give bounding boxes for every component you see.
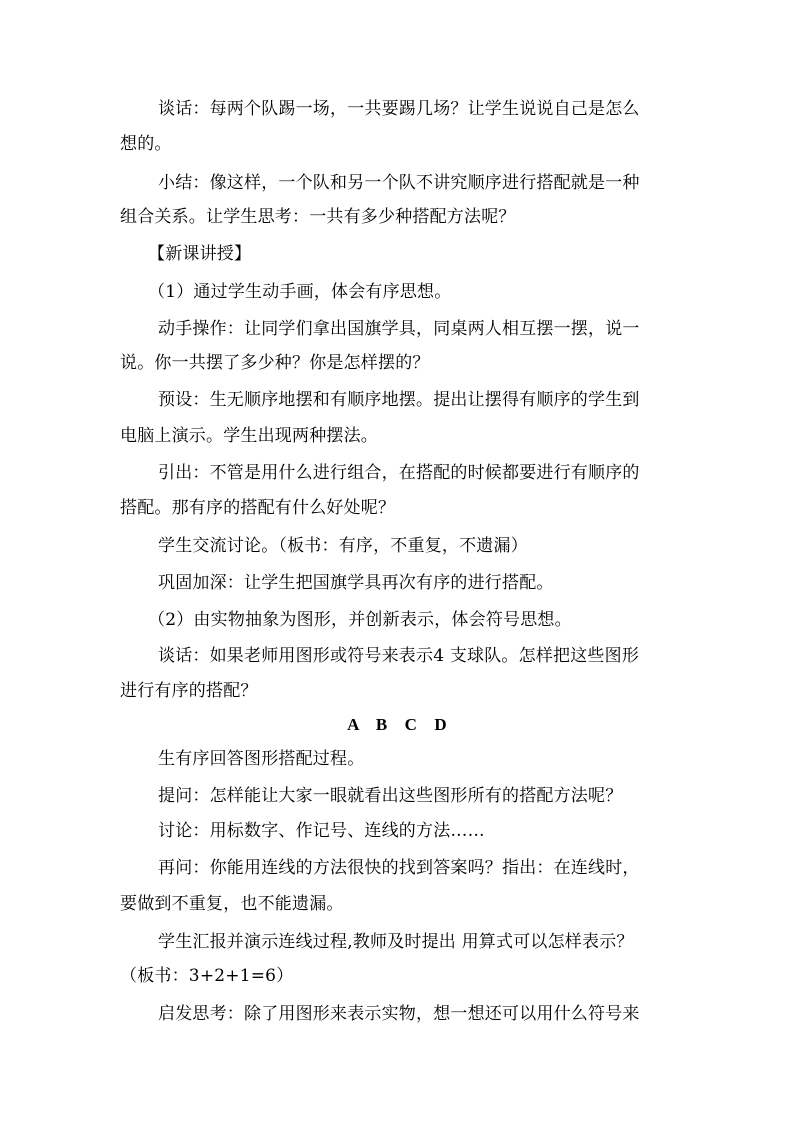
text-line: （2）由实物抽象为图形，并创新表示，体会符号思想。 — [148, 610, 572, 630]
text-line: 提问：怎样能让大家一眼就看出这些图形所有的搭配方法呢？ — [158, 786, 623, 806]
text-line: 讨论：用标数字、作记号、连线的方法…… — [158, 821, 485, 841]
text-line: 预设：生无顺序地摆和有顺序地摆。提出让摆得有顺序的学生到 — [158, 390, 640, 410]
text-line: 组合关系。让学生思考：一共有多少种搭配方法呢？ — [120, 207, 516, 227]
text-line: 巩固加深：让学生把国旗学具再次有序的进行搭配。 — [158, 573, 554, 593]
text-line: 生有序回答图形搭配过程。 — [158, 749, 365, 769]
text-line: 搭配。那有序的搭配有什么好处呢？ — [120, 498, 396, 518]
text-line: （1）通过学生动手画，体会有序思想。 — [148, 282, 452, 302]
shape-labels: A B C D — [347, 715, 447, 734]
text-line: 进行有序的搭配？ — [120, 681, 258, 701]
text-line: 电脑上演示。学生出现两种摆法。 — [120, 426, 378, 446]
text-line: 小结：像这样，一个队和另一个队不讲究顺序进行搭配就是一种 — [158, 173, 640, 193]
text-line: 谈话：每两个队踢一场，一共要踢几场？让学生说说自己是怎么 — [158, 99, 640, 119]
text-line: 想的。 — [120, 134, 172, 154]
text-line: （板书：3+2+1=6） — [120, 966, 294, 986]
section-heading: 【新课讲授】 — [148, 244, 252, 264]
text-line: 谈话：如果老师用图形或符号来表示4 支球队。怎样把这些图形 — [158, 646, 640, 666]
text-line: 要做到不重复，也不能遗漏。 — [120, 894, 344, 914]
text-line: 学生汇报并演示连线过程,教师及时提出 用算式可以怎样表示？ — [158, 932, 634, 952]
text-line: 引出：不管是用什么进行组合，在搭配的时候都要进行有顺序的 — [158, 463, 640, 483]
text-line: 启发思考：除了用图形来表示实物，想一想还可以用什么符号来 — [158, 1004, 640, 1024]
text-line: 再问：你能用连线的方法很快的找到答案吗？指出：在连线时， — [158, 858, 640, 878]
text-line: 学生交流讨论。（板书：有序，不重复，不遗漏） — [158, 536, 528, 556]
text-line: 动手操作：让同学们拿出国旗学具，同桌两人相互摆一摆，说一 — [158, 319, 640, 339]
text-line: 说。你一共摆了多少种？你是怎样摆的？ — [120, 353, 430, 373]
